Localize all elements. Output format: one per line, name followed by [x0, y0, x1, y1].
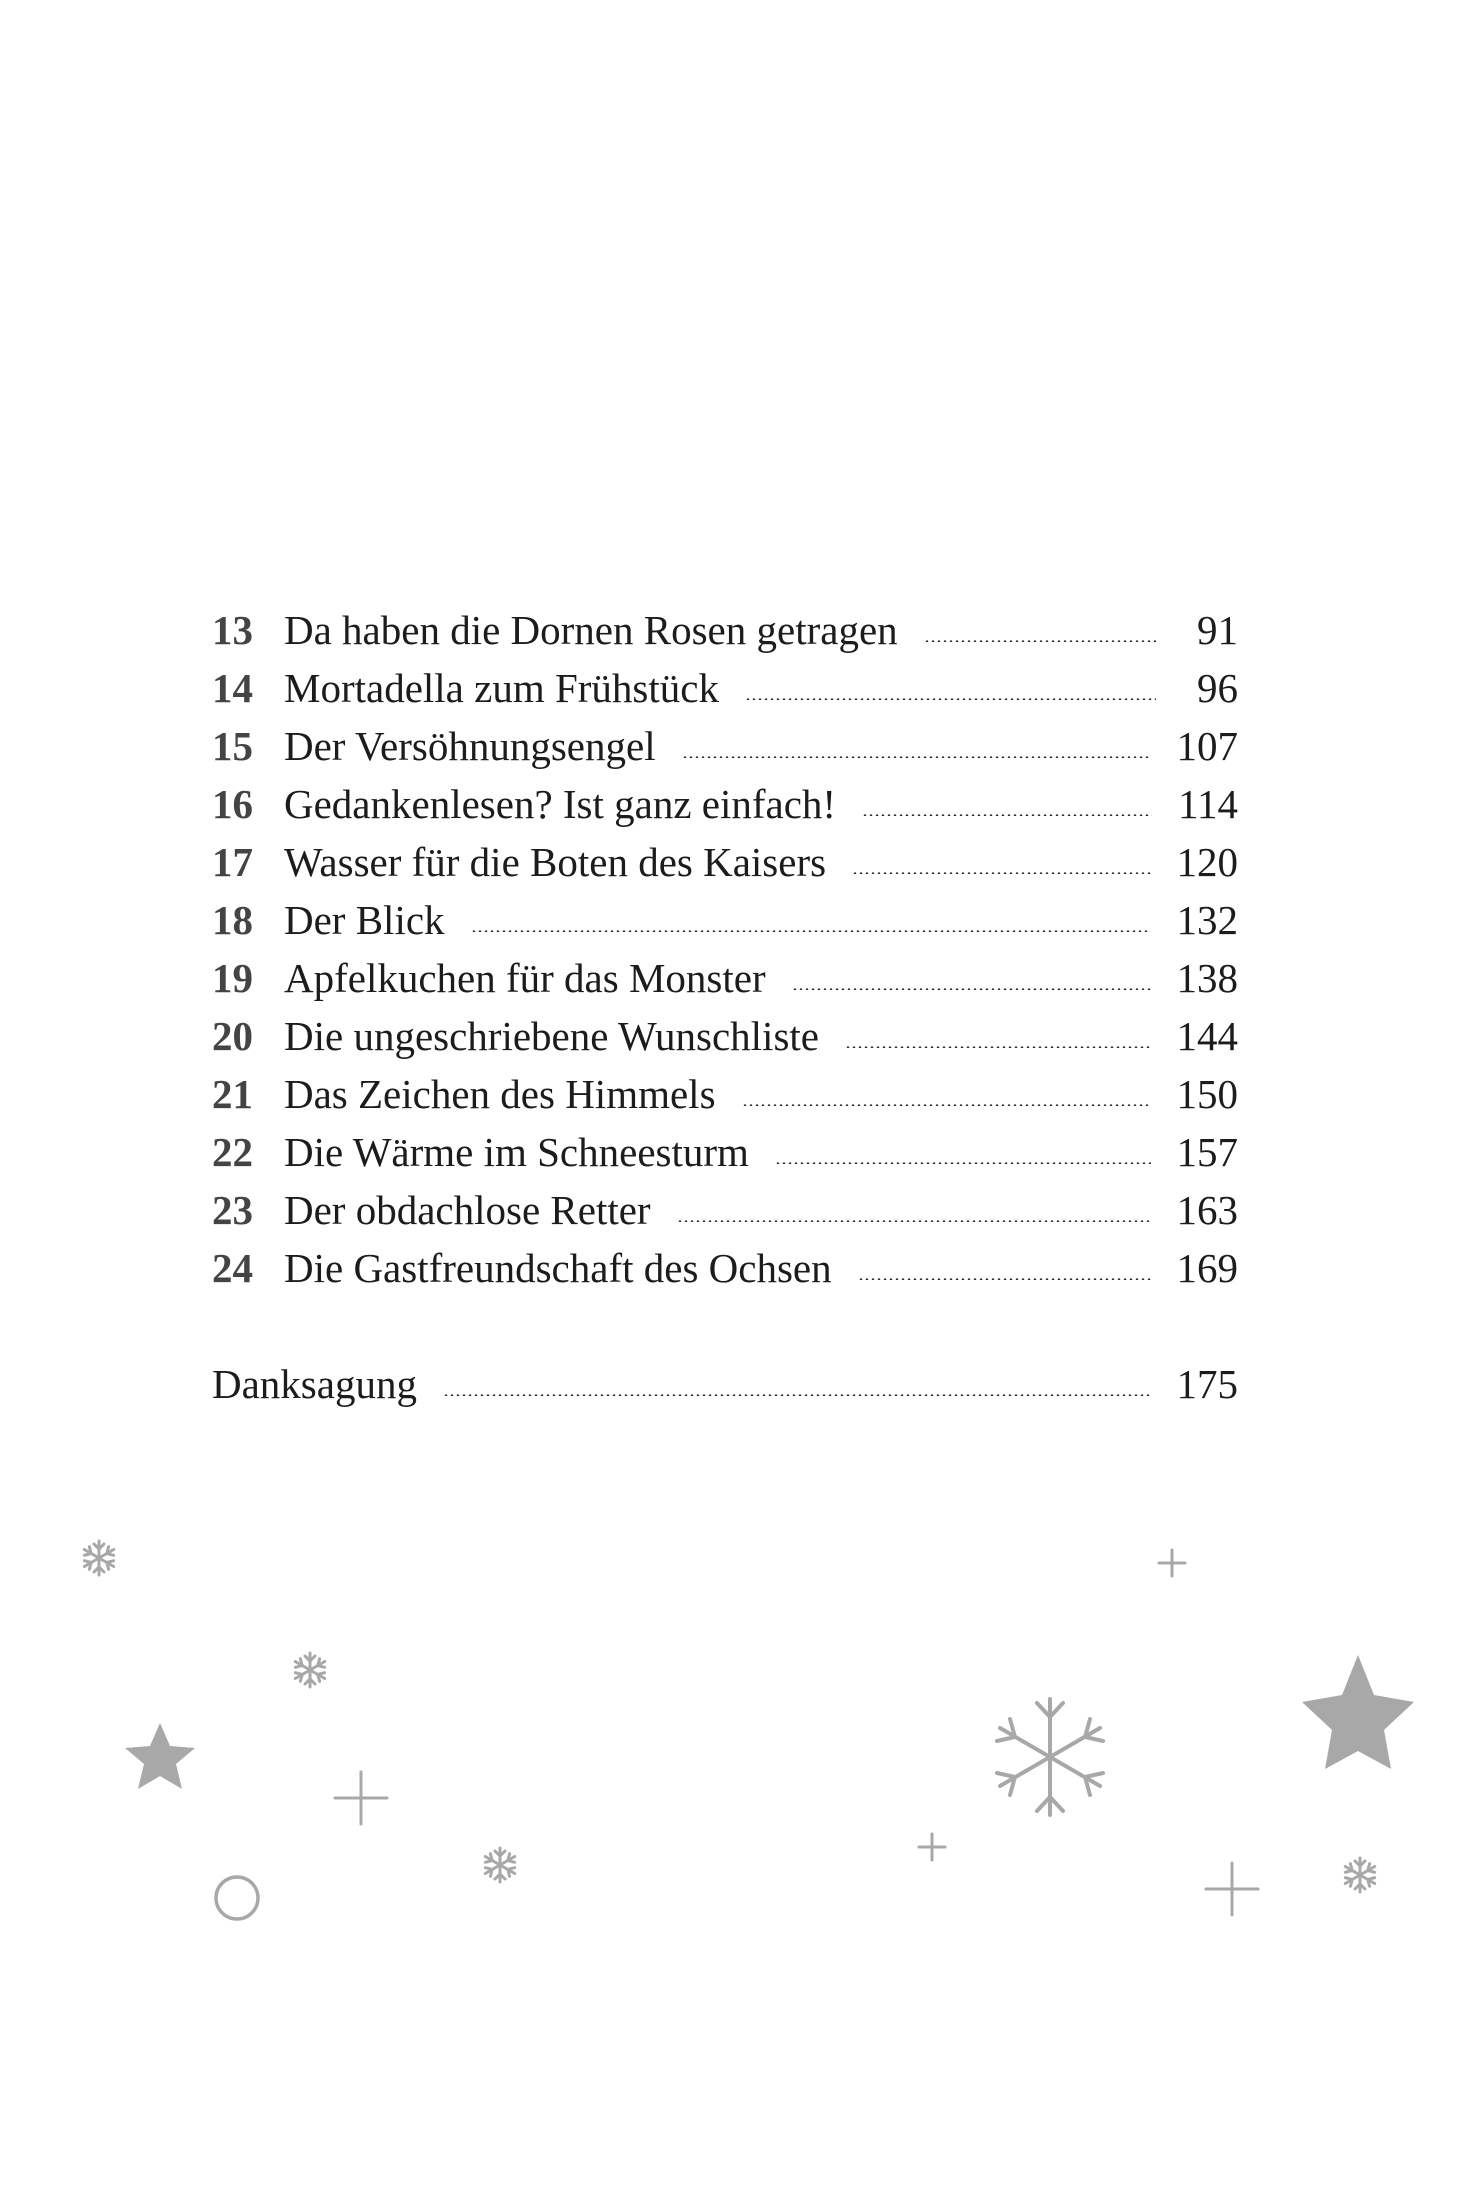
plus-icon	[1159, 1550, 1185, 1576]
chapter-title: Die Wärme im Schneesturm	[284, 1129, 749, 1175]
circle-icon	[216, 1877, 258, 1919]
snowflake-icon	[997, 1699, 1103, 1815]
chapter-title: Apfelkuchen für das Monster	[284, 955, 766, 1001]
chapter-number: 15	[212, 723, 253, 769]
chapter-number: 18	[212, 897, 253, 943]
page-number: 120	[1176, 839, 1238, 885]
chapter-number: 23	[212, 1187, 253, 1233]
chapter-number: 20	[212, 1013, 253, 1059]
page-number: 175	[1176, 1361, 1238, 1407]
chapter-title: Da haben die Dornen Rosen getragen	[284, 607, 898, 653]
chapter-title: Das Zeichen des Himmels	[284, 1071, 716, 1117]
chapter-number: 21	[212, 1071, 253, 1117]
page-number: 107	[1176, 723, 1238, 769]
page-number: 150	[1176, 1071, 1238, 1117]
plus-icon	[1206, 1863, 1258, 1915]
page-number: 157	[1176, 1129, 1238, 1175]
chapter-number: 14	[212, 665, 253, 711]
snowflake-icon	[485, 1848, 514, 1882]
acknowledgements-title: Danksagung	[212, 1361, 417, 1407]
chapter-title: Die Gastfreundschaft des Ochsen	[284, 1245, 832, 1291]
page-number: 169	[1176, 1245, 1238, 1291]
chapter-title: Der Blick	[284, 897, 445, 943]
chapter-title: Die ungeschriebene Wunschliste	[284, 1013, 819, 1059]
plus-icon	[919, 1834, 945, 1860]
plus-icon	[335, 1772, 387, 1824]
page-number: 114	[1178, 781, 1238, 827]
page-number: 163	[1176, 1187, 1238, 1233]
chapter-number: 24	[212, 1245, 253, 1291]
page-number: 138	[1176, 955, 1238, 1001]
page-number: 91	[1197, 607, 1238, 653]
chapter-title: Der Versöhnungsengel	[284, 723, 656, 769]
chapter-title: Mortadella zum Frühstück	[284, 665, 719, 711]
chapter-number: 19	[212, 955, 253, 1001]
star-icon	[1302, 1655, 1414, 1769]
chapter-number: 16	[212, 781, 253, 827]
page-number: 144	[1176, 1013, 1238, 1059]
chapter-title: Gedankenlesen? Ist ganz einfach!	[284, 781, 837, 827]
page-number: 96	[1197, 665, 1238, 711]
snowflake-icon	[84, 1541, 113, 1575]
page-number: 132	[1176, 897, 1238, 943]
chapter-title: Der obdachlose Retter	[284, 1187, 651, 1233]
chapter-number: 13	[212, 607, 253, 653]
snowflake-icon	[1345, 1858, 1374, 1892]
star-icon	[125, 1723, 195, 1789]
chapter-number: 17	[212, 839, 253, 885]
chapter-title: Wasser für die Boten des Kaisers	[284, 839, 827, 885]
chapter-number: 22	[212, 1129, 253, 1175]
snowflake-icon	[295, 1653, 324, 1687]
